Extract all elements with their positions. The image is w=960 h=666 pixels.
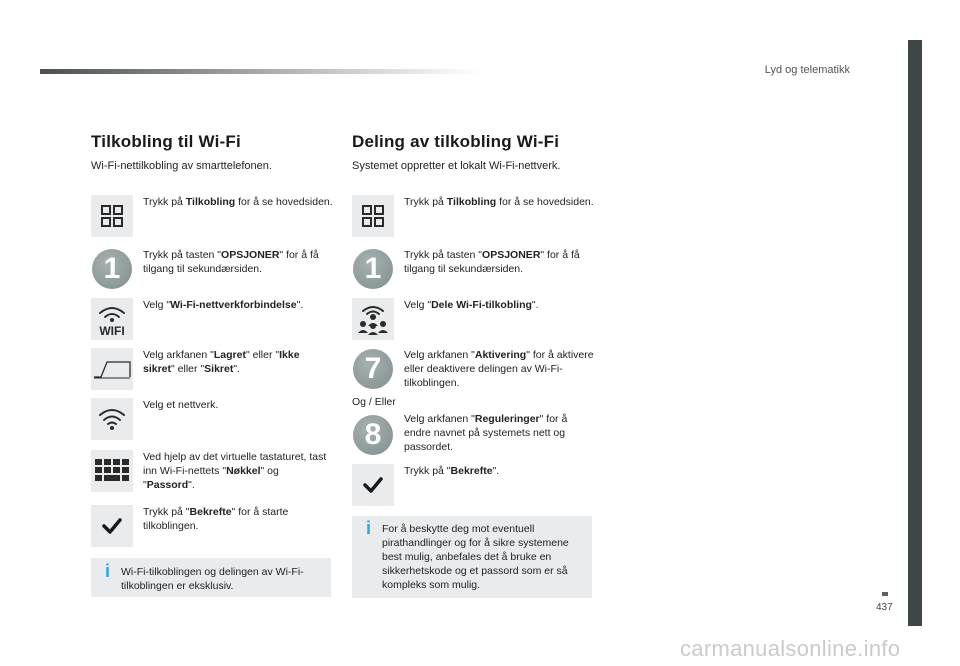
section-label: Lyd og telematikk (764, 64, 850, 76)
share-people-icon (352, 298, 394, 340)
number-1-badge: 1 (91, 248, 133, 290)
grid-icon (352, 195, 394, 237)
grid-icon (91, 195, 133, 237)
number-7-badge: 7 (352, 348, 394, 390)
number-8-badge: 8 (352, 414, 394, 456)
left-title: Tilkobling til Wi-Fi (91, 132, 241, 151)
left-intro: Wi-Fi-nettilkobling av smarttelefonen. (91, 160, 272, 172)
tab-icon (91, 348, 133, 390)
page-mark (882, 592, 888, 596)
check-icon (91, 505, 133, 547)
check-icon (352, 464, 394, 506)
right-info-box: i For å beskytte deg mot eventuell pirathandlinger og for å sikre systemene best mulig, anbefales det å bruke en sikkerhetskode og et passord som er så kompleks som mulig. (352, 516, 592, 598)
right-intro: Systemet oppretter et lokalt Wi-Fi-nettverk. (352, 160, 561, 172)
keyboard-icon (91, 450, 133, 492)
wifi-text-icon (91, 298, 133, 340)
left-info-box: i Wi-Fi-tilkoblingen og delingen av Wi-Fi-tilkoblingen er eksklusiv. (91, 558, 331, 597)
number-1-badge: 1 (352, 248, 394, 290)
page-number: 437 (876, 602, 893, 613)
right-column: Deling av tilkobling Wi-Fi Systemet oppretter et lokalt Wi-Fi-nettverk. Trykk på Tilkobling for å se hovedsiden. 1 Trykk på tasten "OPSJONER" for å få tilgang til sekundærsiden. Velg "Dele Wi-Fi-tilkobling". 7 Velg arkfanen "Aktivering" for å aktivere eller deaktivere delingen av Wi-Fi-tilkoblingen. Og / Eller 8 Velg arkfanen "Reguleringer" for å endre navnet på systemets nett og passordet. Trykk på "Bekrefte". i For å beskytte deg mot eventuell pirathandlinger og for å sikre systemene best mulig, anbefales det å bruke en sikkerhetskode og et passord som er så kompleks som mulig. (352, 132, 592, 172)
info-icon: i (105, 561, 111, 581)
side-strip (908, 40, 922, 626)
wifi-icon (91, 398, 133, 440)
left-column: Tilkobling til Wi-Fi Wi-Fi-nettilkobling av smarttelefonen. Trykk på Tilkobling for å se hovedsiden. 1 Trykk på tasten "OPSJONER" for å få tilgang til sekundærsiden. WIFI Velg "Wi-Fi-nettverkforbindelse". Velg arkfanen "Lagret" eller "Ikke sikret" eller "Sikret". Velg et nettverk. Ved hjelp av det virtuelle tastaturet, tast inn Wi-Fi-nettets "Nøkkel" og "Passord". Trykk på "Bekrefte" for å starte tilkoblingen. i Wi-Fi-tilkoblingen og delingen av Wi-Fi-tilkoblingen er eksklusiv. (91, 132, 331, 172)
header-gradient-bar (40, 69, 480, 74)
info-icon: i (366, 518, 372, 538)
svg-text:WIFI: WIFI (99, 324, 125, 337)
right-title: Deling av tilkobling Wi-Fi (352, 132, 560, 151)
watermark: carmanualsonline.info (680, 636, 901, 661)
og-eller-label: Og / Eller (352, 396, 396, 408)
